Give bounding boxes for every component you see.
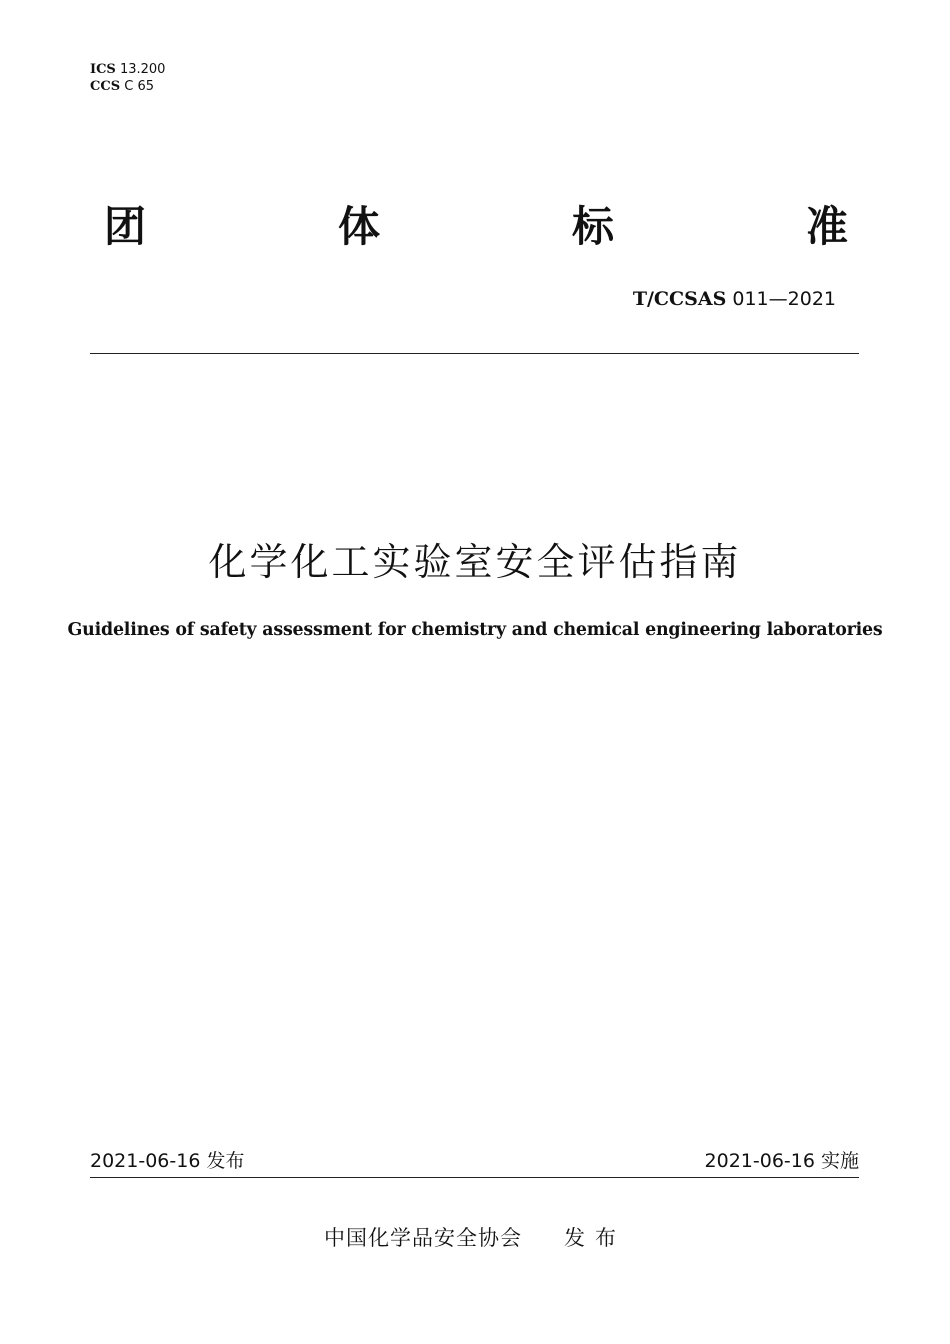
- ics-code: [90, 61, 165, 78]
- document-title-chinese: 化学化工实验室安全评估指南: [208, 540, 742, 584]
- classification-codes: [90, 61, 165, 95]
- standard-type-char: 体: [337, 202, 380, 251]
- publisher-line: [0, 1222, 950, 1252]
- ics-value: 13.200: [119, 62, 166, 77]
- implementation-date: 2021-06-16 实施: [704, 1150, 859, 1172]
- standard-type-char: 准: [805, 202, 848, 251]
- standard-number-prefix: T/CCSAS: [632, 288, 727, 310]
- publisher-name: 中国化学品安全协会: [324, 1226, 522, 1250]
- bottom-divider: [90, 1177, 859, 1178]
- release-date: 2021-06-16 发布: [90, 1150, 245, 1172]
- ccs-code: [90, 78, 165, 95]
- document-title-english: Guidelines of safety assessment for chemistry and chemical engineering laboratories: [67, 620, 883, 640]
- standard-number-value: 011—2021: [732, 288, 836, 310]
- ccs-label: CCS: [90, 79, 121, 94]
- standard-type-char: 团: [104, 202, 147, 251]
- standard-number: [633, 288, 836, 310]
- standard-type-heading: [104, 196, 848, 252]
- publisher-verb: 发布: [564, 1226, 626, 1250]
- standard-type-char: 标: [571, 202, 614, 251]
- ics-label: ICS: [90, 62, 116, 77]
- top-divider: [90, 353, 859, 354]
- ccs-value: C 65: [124, 79, 154, 94]
